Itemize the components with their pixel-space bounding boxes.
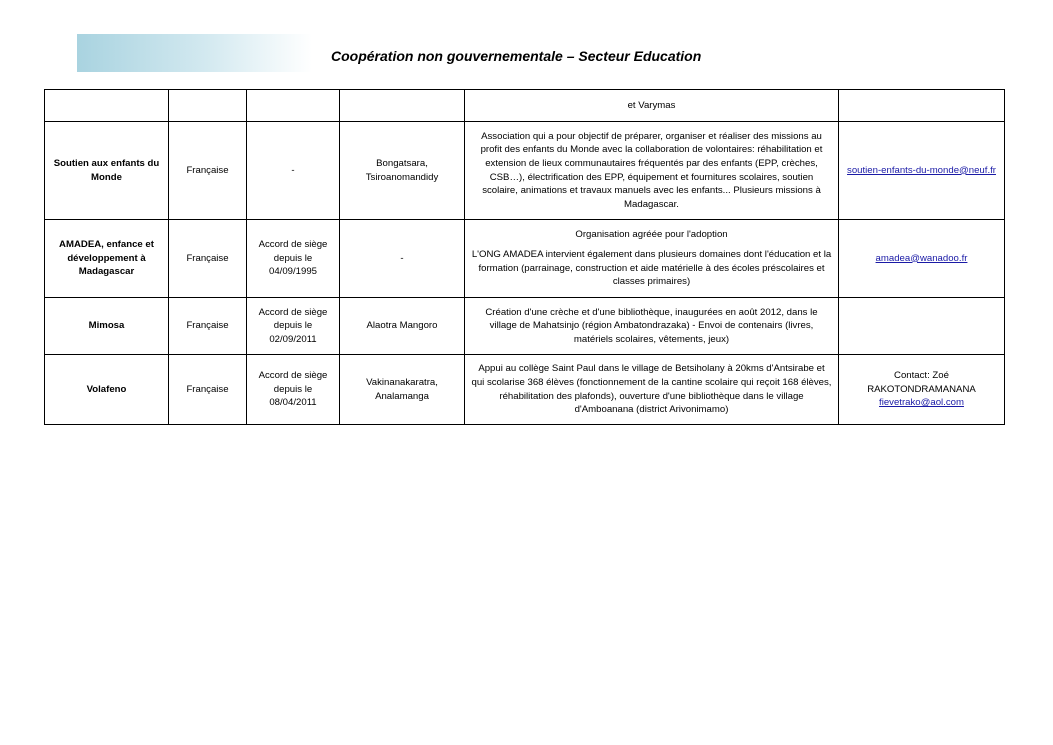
cell-nationality [169, 90, 247, 122]
cell-contact [839, 220, 1005, 298]
table-row [45, 220, 1005, 298]
cell-agreement [247, 90, 340, 122]
cell-description: Association qui a pour objectif de préparer, organiser et réaliser des missions au profit des enfants du Monde avec la collaboration de volontaires: réhabilitation et extension de lieux communautaires fréquentés par des enfants (EPP, crèches, CSB…), électrification des EPP, équipement et fournitures scolaires, soutien scolaire, animations et travaux manuels avec les enfants... Plusieurs missions à Madagascar. [465, 122, 839, 220]
email-link[interactable]: soutien-enfants-du-monde@neuf.fr [847, 164, 996, 176]
cell-name: AMADEA, enfance et développement à Madagascar [45, 220, 169, 298]
cell-nationality: Française [169, 220, 247, 298]
description-line: L'ONG AMADEA intervient également dans plusieurs domaines dont l'éducation et la formation (parrainage, construction et aide matérielle à des écoles préscolaires et classes primaires) [471, 248, 832, 288]
table-row [45, 355, 1005, 425]
cell-name [45, 90, 169, 122]
cell-name: Soutien aux enfants du Monde [45, 122, 169, 220]
cell-contact [839, 90, 1005, 122]
cell-location [340, 90, 465, 122]
cell-description: Création d'une crèche et d'une bibliothèque, inaugurées en août 2012, dans le village de Mahatsinjo (région Ambatondrazaka) - Envoi de contenairs (livres, matériels scolaires, vêtements, jeux) [465, 298, 839, 355]
cell-agreement: Accord de siège depuis le 04/09/1995 [247, 220, 340, 298]
table-row [45, 90, 1005, 122]
cell-location: Vakinanakaratra, Analamanga [340, 355, 465, 425]
cell-contact [839, 355, 1005, 425]
cell-agreement: Accord de siège depuis le 02/09/2011 [247, 298, 340, 355]
contact-label: Contact: Zoé RAKOTONDRAMANANA [867, 370, 976, 395]
organizations-table [44, 89, 1005, 425]
description-line: Organisation agréée pour l'adoption [575, 229, 728, 241]
table-row [45, 122, 1005, 220]
cell-nationality: Française [169, 298, 247, 355]
cell-contact [839, 298, 1005, 355]
cell-name: Mimosa [45, 298, 169, 355]
email-link[interactable]: amadea@wanadoo.fr [875, 252, 968, 264]
cell-location: Bongatsara, Tsiroanomandidy [340, 122, 465, 220]
cell-nationality: Française [169, 355, 247, 425]
table-row [45, 298, 1005, 355]
cell-name: Volafeno [45, 355, 169, 425]
cell-contact [839, 122, 1005, 220]
page-title: Coopération non gouvernementale – Secteur Education [331, 48, 702, 64]
cell-nationality: Française [169, 122, 247, 220]
cell-description: et Varymas [465, 90, 839, 122]
cell-location: - [340, 220, 465, 298]
cell-description [465, 220, 839, 298]
header-gradient-band [77, 34, 312, 72]
cell-agreement: Accord de siège depuis le 08/04/2011 [247, 355, 340, 425]
email-link[interactable]: fievetrako@aol.com [879, 397, 964, 409]
cell-agreement: - [247, 122, 340, 220]
cell-location: Alaotra Mangoro [340, 298, 465, 355]
cell-description: Appui au collège Saint Paul dans le village de Betsiholany à 20kms d'Antsirabe et qui scolarise 368 élèves (fonctionnement de la cantine scolaire qui reçoit 168 élèves, réhabilitation des plafonds), ouverture d'une bibliothèque dans le village d'Amboanana (district Arivonimamo) [465, 355, 839, 425]
